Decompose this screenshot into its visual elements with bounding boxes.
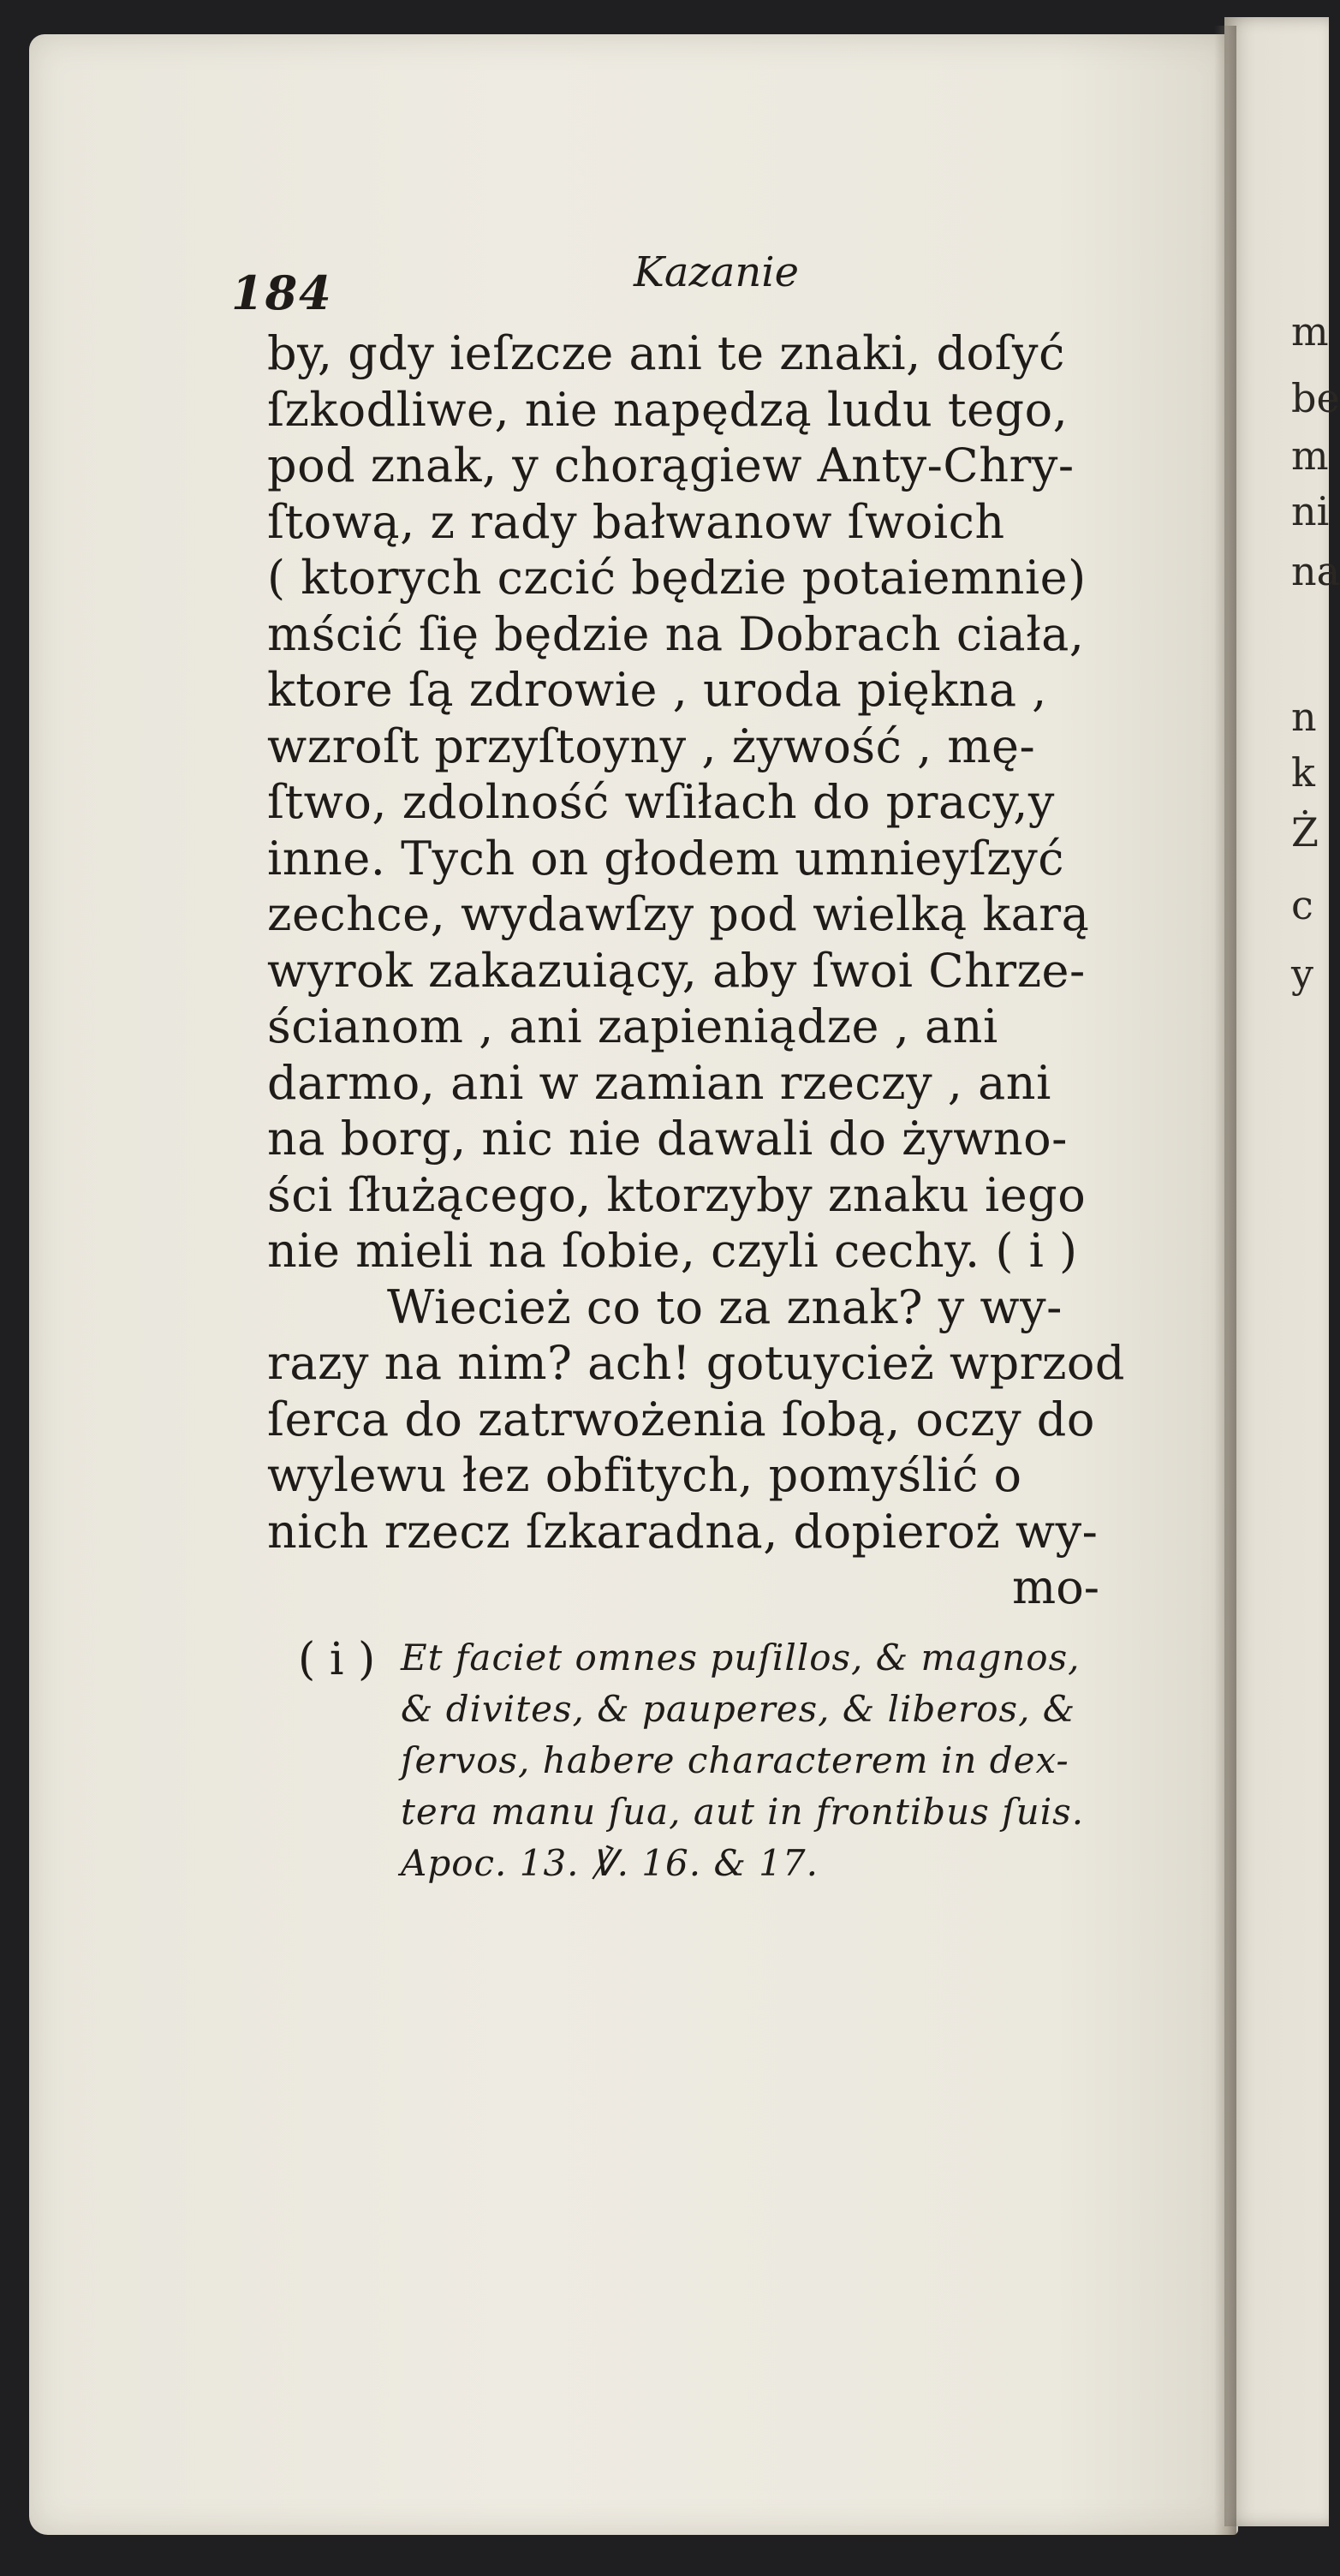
page-text xyxy=(231,231,1216,1889)
body-line: ścianom , ani zapieniądze , ani xyxy=(267,999,998,1053)
body-line: ſtową, z rady bałwanow ſwoich xyxy=(267,494,1005,549)
footnote-line: Apoc. 13. ℣. 16. & 17. xyxy=(401,1842,819,1884)
right-page-fragment: na xyxy=(1291,548,1340,594)
body-line: ści ſłużącego, ktorzyby znaku iego xyxy=(267,1167,1087,1222)
body-line: Wiecież co to za znak? y wy- xyxy=(387,1279,1063,1334)
body-line: ſzkodliwe, nie napędzą ludu tego, xyxy=(267,382,1069,437)
body-line: wyrok zakazuiący, aby ſwoi Chrze- xyxy=(267,943,1086,998)
body-line: inne. Tych on głodem umnieyſzyć xyxy=(267,831,1064,886)
body-line: pod znak, y chorągiew Anty-Chry- xyxy=(267,438,1075,492)
right-page-fragment: be xyxy=(1291,375,1340,421)
body-line: ſerca do zatrwożenia ſobą, oczy do xyxy=(267,1392,1095,1446)
right-page-fragment: m xyxy=(1291,308,1329,355)
body-line: ( ktorych czcić będzie potaiemnie) xyxy=(267,551,1087,605)
body-line: by, gdy ieſzcze ani te znaki, doſyć xyxy=(267,326,1065,380)
body-line: darmo, ani w zamian rzeczy , ani xyxy=(267,1055,1051,1110)
body-line: mścić ſię będzie na Dobrach ciała, xyxy=(267,606,1085,661)
body-line: wylewu łez obfitych, pomyślić o xyxy=(267,1448,1022,1502)
body-line: ſtwo, zdolność wſiłach do pracy,y xyxy=(267,775,1055,829)
page-number: 184 xyxy=(231,265,333,320)
right-page-fragment: m xyxy=(1291,432,1329,479)
footnote-marker: ( i ) xyxy=(298,1634,376,1685)
right-page-fragment: n xyxy=(1291,694,1317,740)
body-line: nie mieli na ſobie, czyli cechy. ( i ) xyxy=(267,1224,1078,1278)
catchword: mo- xyxy=(1012,1560,1099,1614)
footnote-line: & divites, & pauperes, & liberos, & xyxy=(401,1688,1076,1730)
body-line: wzroſt przyſtoyny , żywość , mę- xyxy=(267,719,1036,773)
body-line: zechce, wydawſzy pod wielką karą xyxy=(267,887,1090,941)
footnote-line: tera manu ſua, aut in frontibus ſuis. xyxy=(401,1791,1085,1833)
body-line: ktore ſą zdrowie , uroda piękna , xyxy=(267,663,1047,717)
footnote xyxy=(298,1632,1216,1889)
body-line: nich rzecz ſzkaradna, dopieroż wy- xyxy=(267,1504,1099,1559)
footnote-line: ſervos, habere characterem in dex- xyxy=(401,1739,1069,1781)
footnote-line: Et faciet omnes puſillos, & magnos, xyxy=(401,1637,1081,1679)
running-title: Kazanie xyxy=(634,248,800,296)
right-page-fragment: y xyxy=(1291,951,1313,997)
page-header xyxy=(231,231,1216,325)
right-page-fragment: k xyxy=(1291,749,1315,796)
right-page-fragment: Ż xyxy=(1291,809,1319,856)
book-gutter xyxy=(1214,26,1236,2535)
right-page-fragment: ni xyxy=(1291,488,1330,534)
body-line: na borg, nic nie dawali do żywno- xyxy=(267,1112,1068,1166)
right-page-fragment: c xyxy=(1291,882,1313,928)
body-line: razy na nim? ach! gotuycież wprzod xyxy=(267,1336,1125,1390)
